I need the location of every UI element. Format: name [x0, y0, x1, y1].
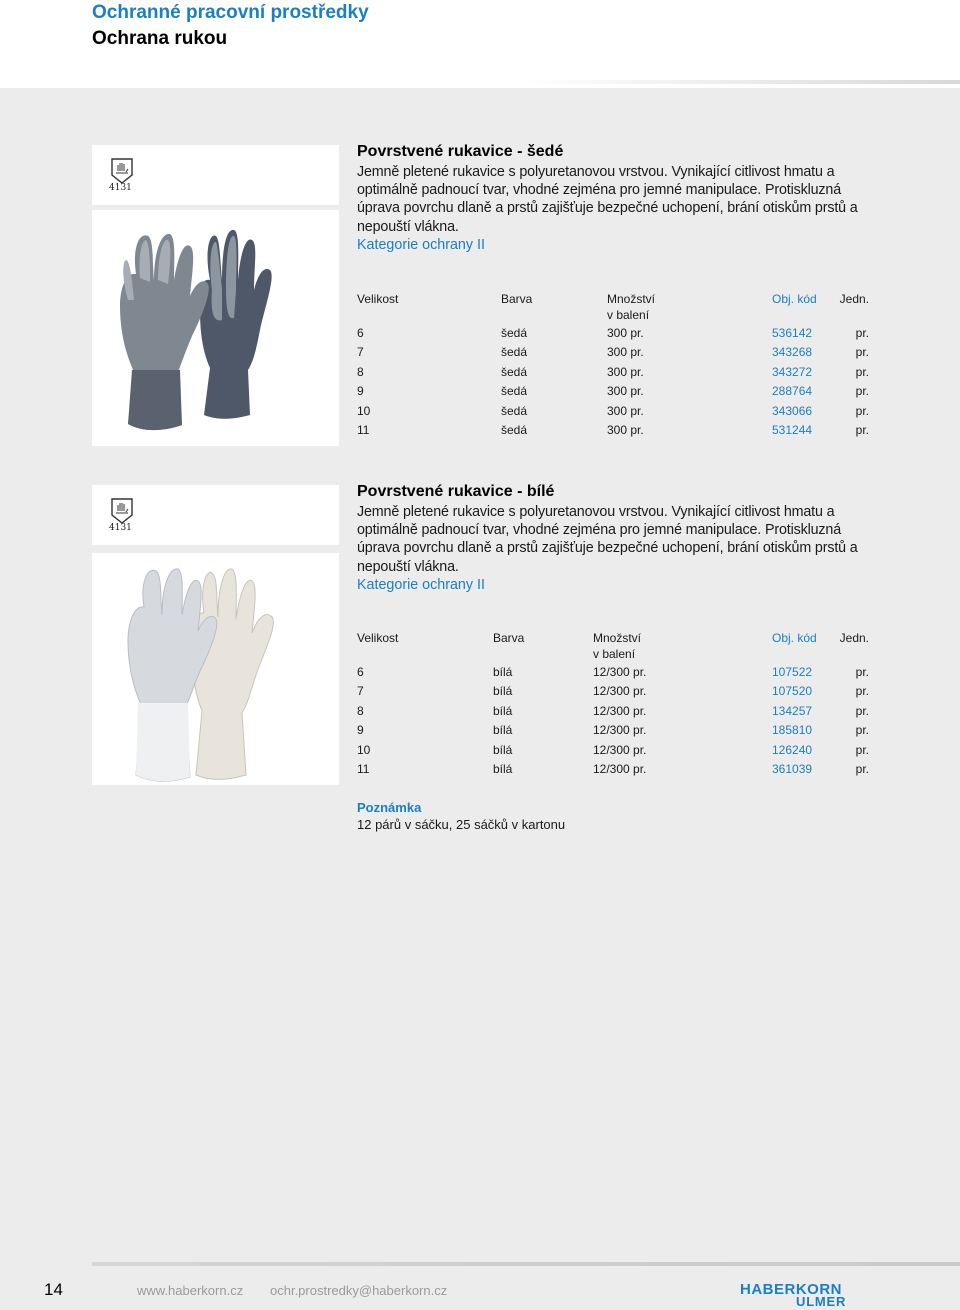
cell-qty: 12/300 pr. [593, 703, 647, 718]
cell-color: šedá [501, 422, 528, 437]
cell-unit: pr. [855, 384, 869, 399]
cell-color: bílá [493, 665, 513, 679]
cell-code: 343268 [772, 345, 813, 360]
cell-size: 11 [357, 422, 370, 437]
table-row [357, 663, 869, 682]
header-color: Barva [501, 292, 533, 306]
cell-size: 8 [357, 364, 364, 379]
cell-unit: pr. [855, 723, 869, 738]
section-subcategory: Ochrana rukou [92, 28, 228, 49]
cell-size: 10 [357, 403, 371, 418]
cell-unit: pr. [855, 364, 869, 379]
cell-code: 343272 [772, 364, 813, 379]
note-title: Poznámka [357, 800, 422, 815]
table-row [357, 324, 869, 343]
certification-box [92, 485, 339, 545]
table-row [357, 741, 869, 760]
cell-qty: 300 pr. [607, 326, 644, 340]
header-qty-sub: v balení [607, 308, 650, 322]
table-row [357, 682, 869, 701]
cell-qty: 300 pr. [607, 345, 644, 360]
note-section [357, 800, 565, 833]
cell-qty: 12/300 pr. [593, 665, 647, 679]
cell-size: 9 [357, 723, 364, 738]
header-color: Barva [493, 631, 525, 645]
cell-color: bílá [493, 723, 513, 738]
cell-unit: pr. [855, 403, 869, 418]
table-header [357, 290, 869, 324]
grey-gloves-image [92, 210, 339, 446]
cell-size: 8 [357, 703, 364, 718]
cert-code: 4131 [109, 183, 132, 193]
note-text: 12 párů v sáčku, 25 sáčků v kartonu [357, 817, 566, 832]
header-size: Velikost [357, 292, 399, 306]
cell-color: šedá [501, 384, 528, 399]
cell-code: 531244 [772, 422, 813, 437]
cell-size: 6 [357, 326, 364, 340]
cell-size: 6 [357, 665, 364, 679]
footer-email-link[interactable]: ochr.prostredky@haberkorn.cz [270, 1283, 448, 1298]
logo-bottom-text: ULMER [796, 1294, 847, 1309]
cell-qty: 12/300 pr. [593, 742, 647, 757]
cell-qty: 12/300 pr. [593, 723, 647, 738]
page-number: 14 [44, 1280, 63, 1299]
cell-qty: 12/300 pr. [593, 684, 647, 699]
cert-code: 4131 [109, 523, 132, 533]
page-header [0, 0, 960, 88]
product-description: Jemně pletené rukavice s polyuretanovou vrstvou. Vynikající citlivost hmatu a optimálně padnoucí tvar, vhodné zejména pro jemné manipulace. Protiskluzná úprava povrchu dlaně a prstů zajišťuje bezpečné uchopení, brání otiskům prstů a nepouští vlákna. [357, 504, 858, 575]
protection-category: Kategorie ochrany II [357, 576, 485, 593]
product-title: Povrstvené rukavice - šedé [357, 143, 564, 160]
cell-qty: 12/300 pr. [593, 761, 647, 776]
product-table [357, 290, 869, 440]
header-qty-sub: v balení [593, 647, 636, 661]
cell-qty: 300 pr. [607, 403, 644, 418]
white-gloves-image [92, 553, 339, 785]
product-photo-white [92, 553, 339, 785]
product-grey [357, 142, 869, 437]
header-divider [520, 80, 960, 84]
section-category: Ochranné pracovní prostředky [92, 2, 369, 23]
haberkorn-logo [740, 1282, 870, 1310]
table-row [357, 382, 869, 401]
cell-color: bílá [493, 703, 513, 718]
header-qty: Množství [593, 631, 642, 645]
cell-qty: 300 pr. [607, 364, 644, 379]
cell-size: 10 [357, 742, 371, 757]
cell-color: bílá [493, 684, 513, 699]
cell-size: 11 [357, 761, 370, 776]
cell-code: 107522 [772, 665, 813, 679]
cell-code: 134257 [772, 703, 813, 718]
cell-code: 126240 [772, 742, 813, 757]
header-qty: Množství [607, 292, 656, 306]
table-header [357, 629, 869, 663]
cell-color: šedá [501, 364, 528, 379]
cell-qty: 300 pr. [607, 384, 644, 399]
cell-code: 361039 [772, 761, 813, 776]
cell-unit: pr. [855, 326, 869, 340]
table-row [357, 402, 869, 421]
header-code: Obj. kód [772, 292, 817, 306]
product-description: Jemně pletené rukavice s polyuretanovou vrstvou. Vynikající citlivost hmatu a optimálně padnoucí tvar, vhodné zejména pro jemné manipulace. Protiskluzná úprava povrchu dlaně a prstů zajišťuje bezpečné uchopení, brání otiskům prstů a nepouští vlákna. [357, 164, 858, 235]
cell-color: šedá [501, 326, 528, 340]
footer-website-link[interactable]: www.haberkorn.cz [137, 1283, 244, 1298]
table-row [357, 760, 869, 779]
product-white [357, 482, 869, 776]
footer-divider [92, 1262, 960, 1266]
table-row [357, 702, 869, 721]
cell-color: šedá [501, 403, 528, 418]
cell-code: 288764 [772, 384, 813, 399]
header-code: Obj. kód [772, 631, 817, 645]
cell-color: šedá [501, 345, 528, 360]
cell-unit: pr. [855, 761, 869, 776]
table-row [357, 363, 869, 382]
cell-code: 536142 [772, 326, 813, 340]
cell-code: 343066 [772, 403, 813, 418]
cell-unit: pr. [855, 665, 869, 679]
cell-unit: pr. [855, 703, 869, 718]
cell-size: 7 [357, 684, 364, 699]
protection-category: Kategorie ochrany II [357, 236, 485, 253]
cell-unit: pr. [855, 422, 869, 437]
header-unit: Jedn. [839, 292, 869, 306]
cell-code: 185810 [772, 723, 813, 738]
cell-color: bílá [493, 761, 513, 776]
table-row [357, 721, 869, 740]
logo-top-text: HABERKORN [740, 1281, 842, 1298]
cell-size: 9 [357, 384, 364, 399]
product-photo-grey [92, 210, 339, 446]
cell-unit: pr. [855, 742, 869, 757]
cell-qty: 300 pr. [607, 422, 644, 437]
cell-code: 107520 [772, 684, 813, 699]
product-title: Povrstvené rukavice - bílé [357, 483, 555, 500]
cell-unit: pr. [855, 684, 869, 699]
certification-box [92, 145, 339, 205]
cell-color: bílá [493, 742, 513, 757]
cell-size: 7 [357, 345, 364, 360]
table-row [357, 343, 869, 362]
header-size: Velikost [357, 631, 399, 645]
header-unit: Jedn. [839, 631, 869, 645]
cell-unit: pr. [855, 345, 869, 360]
product-table [357, 629, 869, 779]
table-row [357, 421, 869, 440]
